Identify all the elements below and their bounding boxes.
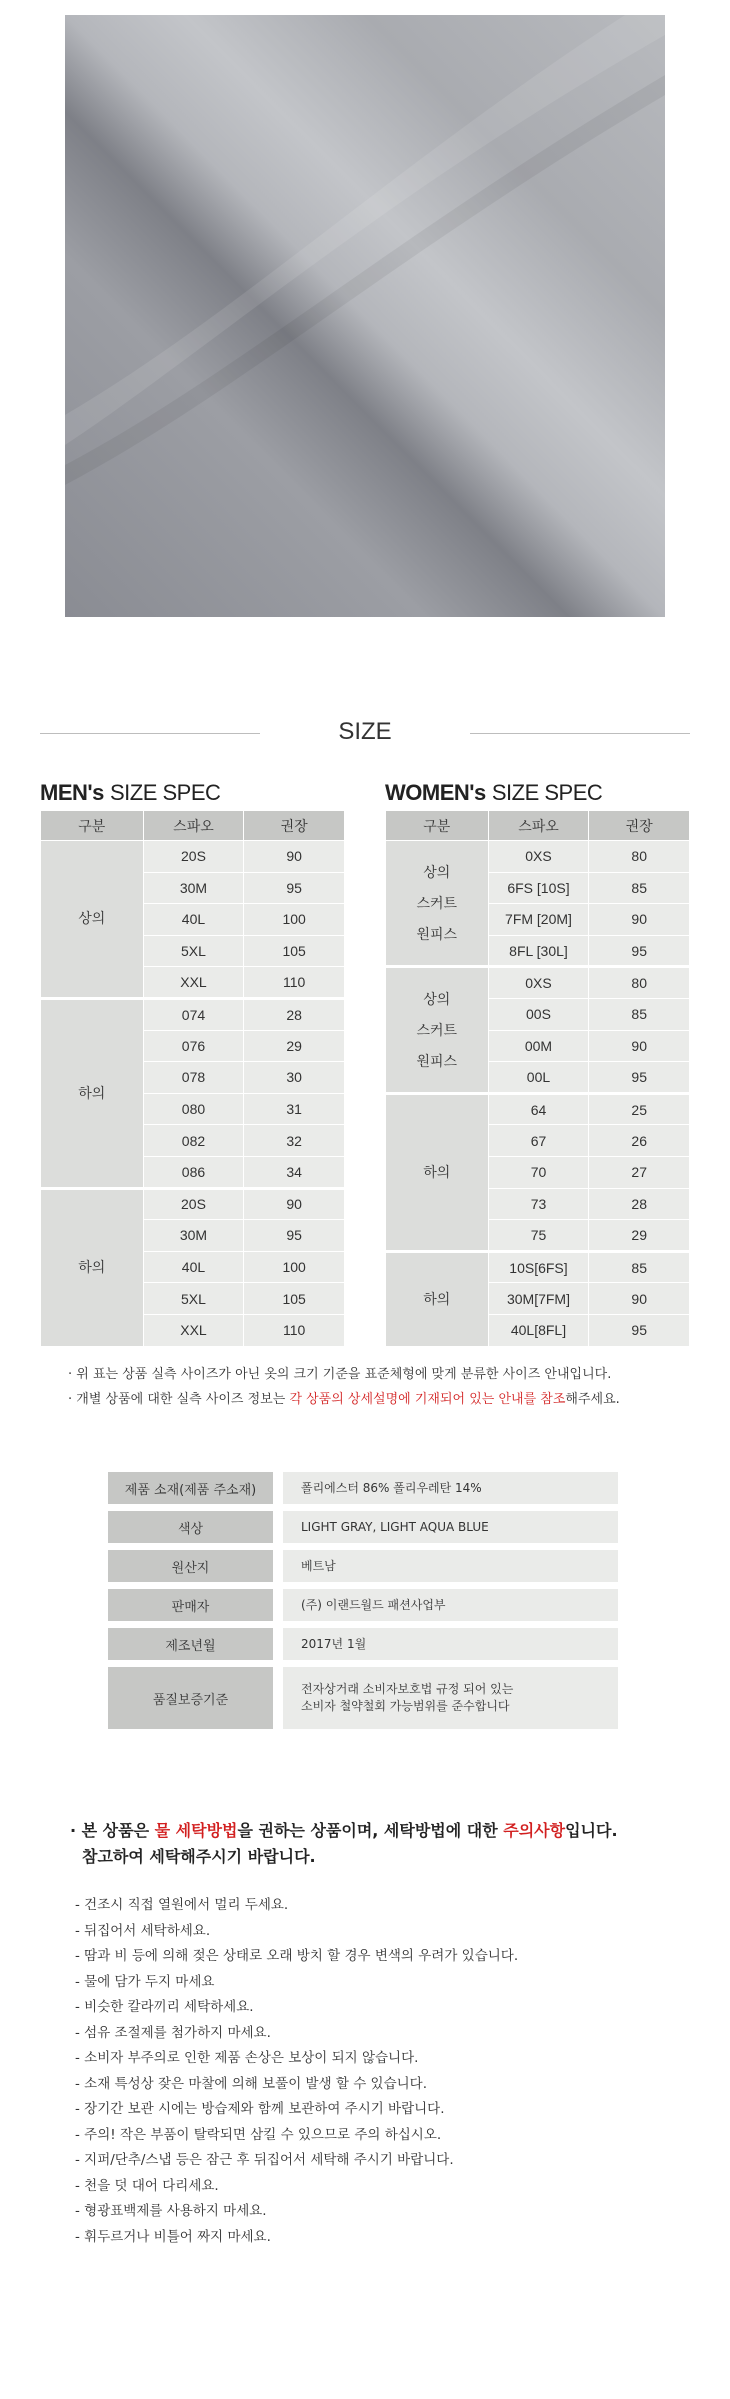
care-item: - 건조시 직접 열원에서 멀리 두세요. [75, 1897, 289, 1913]
women-spec-title [385, 780, 602, 806]
men-size-cell: 5XL [143, 935, 244, 967]
women-title-bold: WOMEN's [385, 780, 486, 805]
men-size-cell: 078 [143, 1062, 244, 1094]
men-table-row [41, 1188, 345, 1220]
product-info-key: 품질보증기준 [108, 1667, 273, 1729]
men-size-cell: 086 [143, 1156, 244, 1188]
care-item: - 소재 특성상 잦은 마찰에 의해 보풀이 발생 할 수 있습니다. [75, 2075, 428, 2092]
care-item: - 지퍼/단추/스냅 등은 잠근 후 뒤집어서 세탁해 주시기 바랍니다. [75, 2152, 454, 2168]
divider-right [470, 733, 690, 734]
men-recommended-cell: 32 [244, 1125, 345, 1157]
men-table-header [41, 811, 345, 841]
product-info-row [108, 1589, 618, 1621]
women-group-label: 상의 스커트 원피스 [386, 841, 489, 967]
men-size-cell: 082 [143, 1125, 244, 1157]
men-recommended-cell: 100 [244, 1251, 345, 1283]
men-recommended-cell: 105 [244, 935, 345, 967]
care-item: - 주의! 작은 부품이 탈락되면 삼킬 수 있으므로 주의 하십시오. [75, 2126, 442, 2143]
care-heading-line-1 [70, 1818, 618, 1844]
women-recommended-cell: 28 [589, 1188, 690, 1220]
care-item: - 천을 덧 대어 다리세요. [75, 2177, 219, 2194]
fabric-photo [65, 15, 665, 617]
care-list [75, 1893, 518, 2250]
women-group-label: 상의 스커트 원피스 [386, 967, 489, 1093]
product-info-row [108, 1628, 618, 1660]
note-line-2-highlight: 각 상품의 상세설명에 기재되어 있는 안내를 참조 [289, 1392, 566, 1407]
women-size-cell: 00M [488, 1030, 589, 1062]
care-item: - 휘두르거나 비틀어 짜지 마세요. [75, 2228, 271, 2245]
product-info-key: 색상 [108, 1511, 273, 1543]
men-table-row [41, 841, 345, 873]
women-size-cell: 00S [488, 998, 589, 1030]
product-info-key: 제조년월 [108, 1628, 273, 1660]
product-info-value: 2017년 1월 [283, 1628, 618, 1660]
women-table-row [386, 967, 690, 999]
product-info-value: 폴리에스터 86% 폴리우레탄 14% [283, 1472, 618, 1504]
women-size-cell: 73 [488, 1188, 589, 1220]
women-recommended-cell: 95 [589, 1314, 690, 1346]
care-h1-red-2: 주의사항 [503, 1821, 566, 1840]
note-line-1: · 위 표는 상품 실측 사이즈가 아닌 옷의 크기 기준을 표준체형에 맞게 분류한 사이즈 안내입니다. [68, 1367, 612, 1382]
women-size-cell: 75 [488, 1220, 589, 1252]
care-item: - 물에 담가 두지 마세요 [75, 1973, 215, 1990]
women-recommended-cell: 95 [589, 1062, 690, 1094]
women-recommended-cell: 95 [589, 935, 690, 967]
men-size-cell: XXL [143, 967, 244, 999]
men-size-cell: 076 [143, 1030, 244, 1062]
women-size-cell: 8FL [30L] [488, 935, 589, 967]
women-group-label: 하의 [386, 1093, 489, 1251]
men-size-table [40, 810, 345, 1347]
men-size-cell: 40L [143, 1251, 244, 1283]
care-item: - 장기간 보관 시에는 방습제와 함께 보관하여 주시기 바랍니다. [75, 2101, 445, 2117]
men-size-cell: 30M [143, 1220, 244, 1252]
women-table-row [386, 1251, 690, 1283]
men-title-bold: MEN's [40, 780, 104, 805]
women-recommended-cell: 85 [589, 1251, 690, 1283]
note-line-2-a: · 개별 상품에 대한 실측 사이즈 정보는 [68, 1392, 290, 1407]
men-recommended-cell: 30 [244, 1062, 345, 1094]
product-info-key: 제품 소재(제품 주소재) [108, 1472, 273, 1504]
size-notes [68, 1362, 620, 1412]
women-size-table [385, 810, 690, 1347]
men-recommended-cell: 90 [244, 1188, 345, 1220]
women-recommended-cell: 29 [589, 1220, 690, 1252]
women-table-header [386, 811, 690, 841]
women-recommended-cell: 25 [589, 1093, 690, 1125]
women-recommended-cell: 90 [589, 1030, 690, 1062]
women-recommended-cell: 27 [589, 1156, 690, 1188]
men-size-cell: 080 [143, 1093, 244, 1125]
women-size-cell: 00L [488, 1062, 589, 1094]
product-info-row [108, 1667, 618, 1729]
women-table-row [386, 841, 690, 873]
size-section-header [40, 718, 690, 748]
men-recommended-cell: 95 [244, 1220, 345, 1252]
product-info-table [108, 1472, 618, 1736]
women-title-rest: SIZE SPEC [491, 780, 603, 805]
men-size-cell: 5XL [143, 1283, 244, 1315]
women-header-recommended: 권장 [589, 811, 690, 841]
women-header-spao: 스파오 [488, 811, 589, 841]
care-heading-line-2: 참고하여 세탁해주시기 바랍니다. [82, 1847, 316, 1866]
men-spec-title [40, 780, 220, 806]
men-recommended-cell: 28 [244, 998, 345, 1030]
women-size-cell: 40L[8FL] [488, 1314, 589, 1346]
men-title-rest: SIZE SPEC [109, 780, 221, 805]
care-item: - 뒤집어서 세탁하세요. [75, 1922, 211, 1939]
care-h1-a: · 본 상품은 [70, 1821, 155, 1840]
men-size-cell: 074 [143, 998, 244, 1030]
product-info-value: LIGHT GRAY, LIGHT AQUA BLUE [283, 1511, 618, 1543]
men-recommended-cell: 31 [244, 1093, 345, 1125]
men-recommended-cell: 95 [244, 872, 345, 904]
product-info-row [108, 1472, 618, 1504]
men-size-cell: 20S [143, 1188, 244, 1220]
men-group-label: 하의 [41, 1188, 144, 1346]
men-header-category: 구분 [41, 811, 144, 841]
women-recommended-cell: 85 [589, 872, 690, 904]
men-header-spao: 스파오 [143, 811, 244, 841]
note-line-2 [68, 1387, 620, 1412]
men-recommended-cell: 110 [244, 1314, 345, 1346]
care-h1-b: 을 권하는 상품이며, 세탁방법에 대한 [237, 1821, 504, 1840]
women-recommended-cell: 80 [589, 841, 690, 873]
men-size-cell: XXL [143, 1314, 244, 1346]
care-item: - 소비자 부주의로 인한 제품 손상은 보상이 되지 않습니다. [75, 2050, 419, 2066]
size-title: SIZE [338, 718, 392, 745]
women-size-cell: 10S[6FS] [488, 1251, 589, 1283]
women-size-cell: 67 [488, 1125, 589, 1157]
men-recommended-cell: 90 [244, 841, 345, 873]
care-item: - 땀과 비 등에 의해 젖은 상태로 오래 방치 할 경우 변색의 우려가 있습니다. [75, 1948, 519, 1964]
men-group-label: 하의 [41, 998, 144, 1188]
product-info-row [108, 1511, 618, 1543]
women-size-cell: 0XS [488, 841, 589, 873]
women-size-cell: 64 [488, 1093, 589, 1125]
men-size-cell: 20S [143, 841, 244, 873]
product-info-row [108, 1550, 618, 1582]
men-size-cell: 40L [143, 904, 244, 936]
men-group-label: 상의 [41, 841, 144, 999]
men-table-row [41, 998, 345, 1030]
care-h1-c: 입니다. [565, 1821, 618, 1840]
care-item: - 형광표백제를 사용하지 마세요. [75, 2203, 267, 2219]
men-size-cell: 30M [143, 872, 244, 904]
care-h1-red-1: 물 세탁방법 [154, 1821, 238, 1840]
women-recommended-cell: 80 [589, 967, 690, 999]
men-header-recommended: 권장 [244, 811, 345, 841]
women-size-cell: 7FM [20M] [488, 904, 589, 936]
care-item: - 섬유 조절제를 첨가하지 마세요. [75, 2024, 271, 2041]
women-table-row [386, 1093, 690, 1125]
women-size-cell: 6FS [10S] [488, 872, 589, 904]
women-header-category: 구분 [386, 811, 489, 841]
women-recommended-cell: 26 [589, 1125, 690, 1157]
care-heading [70, 1818, 618, 1870]
men-recommended-cell: 34 [244, 1156, 345, 1188]
men-recommended-cell: 110 [244, 967, 345, 999]
women-recommended-cell: 90 [589, 904, 690, 936]
product-info-key: 원산지 [108, 1550, 273, 1582]
women-group-label: 하의 [386, 1251, 489, 1346]
women-recommended-cell: 85 [589, 998, 690, 1030]
women-size-cell: 30M[7FM] [488, 1283, 589, 1315]
care-item: - 비슷한 칼라끼리 세탁하세요. [75, 1999, 254, 2015]
product-info-value: (주) 이랜드월드 패션사업부 [283, 1589, 618, 1621]
product-info-value: 전자상거래 소비자보호법 규정 되어 있는 소비자 철약철회 가능범위를 준수합니다 [283, 1667, 618, 1729]
product-info-key: 판매자 [108, 1589, 273, 1621]
women-recommended-cell: 90 [589, 1283, 690, 1315]
men-recommended-cell: 100 [244, 904, 345, 936]
note-line-2-b: 해주세요. [565, 1392, 620, 1407]
women-size-cell: 70 [488, 1156, 589, 1188]
women-size-cell: 0XS [488, 967, 589, 999]
men-recommended-cell: 105 [244, 1283, 345, 1315]
product-info-value: 베트남 [283, 1550, 618, 1582]
fabric-texture [65, 15, 665, 617]
men-recommended-cell: 29 [244, 1030, 345, 1062]
